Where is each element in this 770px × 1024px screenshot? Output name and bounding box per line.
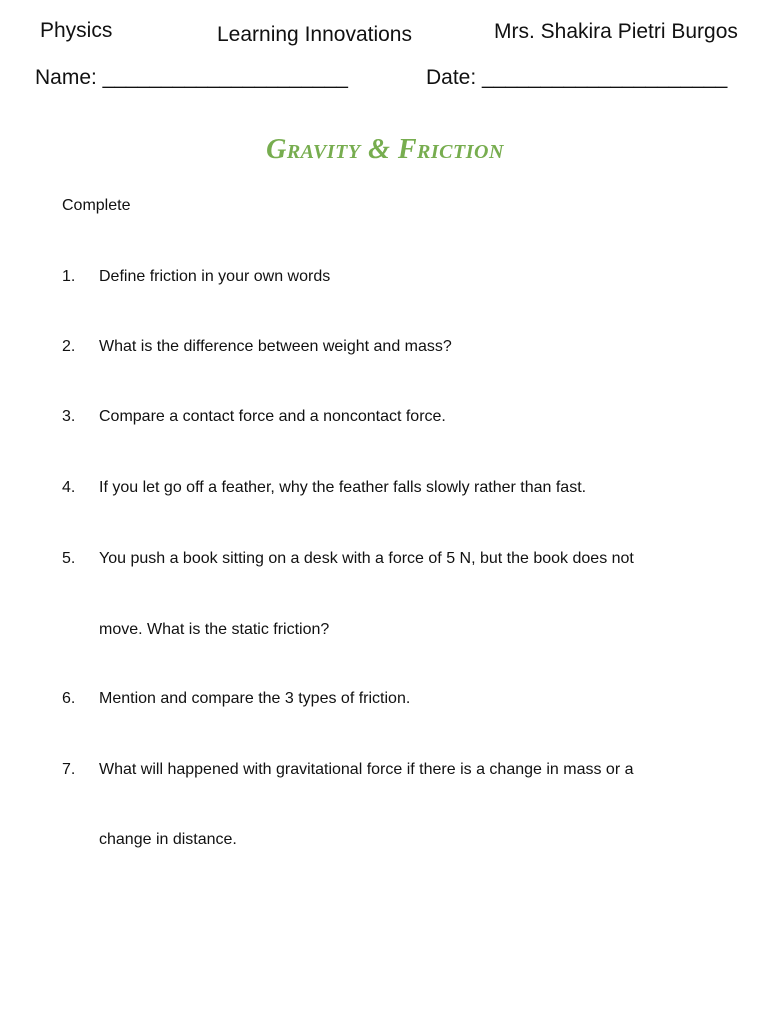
question-text-continuation: change in distance.: [99, 831, 237, 848]
question-text: You push a book sitting on a desk with a force of 5 N, but the book does not: [99, 550, 634, 567]
question-number: 3.: [62, 408, 76, 425]
question-number: 7.: [62, 761, 76, 778]
question-text: Mention and compare the 3 types of friction.: [99, 690, 411, 707]
question-number: 2.: [62, 338, 76, 355]
question-number: 1.: [62, 268, 76, 285]
date-field: Date: _____________________: [426, 66, 728, 89]
question-text: Compare a contact force and a noncontact force.: [99, 408, 446, 425]
question-number: 6.: [62, 690, 76, 707]
question-number: 4.: [62, 479, 76, 496]
question-text: What is the difference between weight and mass?: [99, 338, 452, 355]
question-text: What will happened with gravitational force if there is a change in mass or a: [99, 761, 634, 778]
worksheet-title: Gravity & Friction: [266, 134, 504, 165]
subject-label: Physics: [40, 19, 113, 42]
instruction-text: Complete: [62, 197, 131, 214]
question-text: If you let go off a feather, why the feather falls slowly rather than fast.: [99, 479, 587, 496]
question-number: 5.: [62, 550, 76, 567]
teacher-name: Mrs. Shakira Pietri Burgos: [494, 20, 738, 43]
question-text-continuation: move. What is the static friction?: [99, 621, 330, 638]
name-field: Name: _____________________: [35, 66, 348, 89]
question-text: Define friction in your own words: [99, 268, 331, 285]
school-name: Learning Innovations: [217, 23, 412, 46]
